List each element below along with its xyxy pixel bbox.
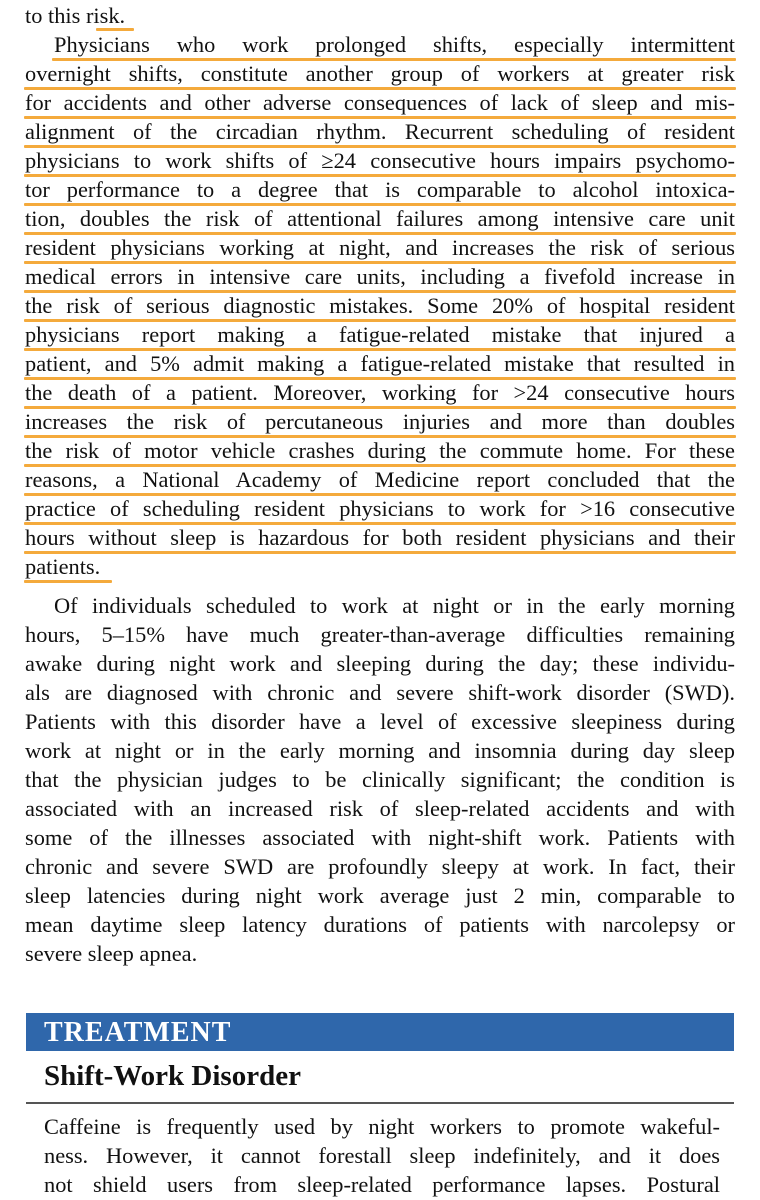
text-line: resident physicians working at night, and increases the risk of serious [25, 235, 735, 260]
text-line: the risk of serious diagnostic mistakes. Some 20% of hospital resident [25, 293, 735, 318]
text-line: some of the illnesses associated with night-shift work. Patients with [25, 825, 735, 850]
text-line: awake during night work and sleeping during the day; these individu- [25, 651, 735, 676]
text-line: reasons, a National Academy of Medicine report concluded that the [25, 467, 735, 492]
text-line: Physicians who work prolonged shifts, especially intermittent [54, 32, 735, 57]
highlight-underline [24, 551, 736, 554]
highlight-underline [24, 319, 736, 322]
highlight-underline [52, 58, 736, 61]
text-line: ness. However, it cannot forestall sleep indefinitely, and it does [44, 1143, 720, 1168]
text-line: tion, doubles the risk of attentional failures among intensive care unit [25, 206, 735, 231]
highlight-underline [24, 348, 736, 351]
text-line: mean daytime sleep latency durations of patients with narcolepsy or [25, 912, 735, 937]
text-line: Of individuals scheduled to work at night or in the early morning [54, 593, 735, 618]
text-line: medical errors in intensive care units, including a fivefold increase in [25, 264, 735, 289]
text-line: hours, 5–15% have much greater-than-average difficulties remaining [25, 622, 735, 647]
text-line: hours without sleep is hazardous for both resident physicians and their [25, 525, 735, 550]
text-line: overnight shifts, constitute another group of workers at greater risk [25, 61, 735, 86]
text-line: Patients with this disorder have a level of excessive sleepiness during [25, 709, 735, 734]
text-line: patients. [25, 554, 101, 579]
text-line: increases the risk of percutaneous injuries and more than doubles [25, 409, 735, 434]
highlight-underline [24, 232, 736, 235]
highlight-underline [24, 435, 736, 438]
text-line: sleep latencies during night work average just 2 min, comparable to [25, 883, 735, 908]
highlight-underline [24, 87, 736, 90]
text-line: not shield users from sleep-related performance lapses. Postural [44, 1172, 720, 1197]
highlight-underline [24, 406, 736, 409]
highlight-underline [24, 580, 112, 583]
divider [26, 1102, 734, 1104]
text-line: physicians to work shifts of ≥24 consecutive hours impairs psychomo- [25, 148, 735, 173]
text-line: Caffeine is frequently used by night workers to promote wakeful- [44, 1114, 720, 1139]
highlight-underline [24, 145, 736, 148]
highlight-underline [24, 493, 736, 496]
text-line: chronic and severe SWD are profoundly sleepy at work. In fact, their [25, 854, 735, 879]
highlight-underline [24, 290, 736, 293]
text-line: the risk of motor vehicle crashes during the commute home. For these [25, 438, 735, 463]
text-line: practice of scheduling resident physicians to work for >16 consecutive [25, 496, 735, 521]
text-line: physicians report making a fatigue-related mistake that injured a [25, 322, 735, 347]
text-line: the death of a patient. Moreover, working for >24 consecutive hours [25, 380, 735, 405]
text-line: alignment of the circadian rhythm. Recurrent scheduling of resident [25, 119, 735, 144]
text-line: patient, and 5% admit making a fatigue-related mistake that resulted in [25, 351, 735, 376]
text-line: associated with an increased risk of sleep-related accidents and with [25, 796, 735, 821]
highlight-underline [24, 522, 736, 525]
text-line: to this risk. [25, 3, 126, 28]
text-line: als are diagnosed with chronic and severe shift-work disorder (SWD). [25, 680, 735, 705]
treatment-label: TREATMENT [44, 1017, 232, 1048]
highlight-underline [24, 377, 736, 380]
text-line: for accidents and other adverse consequences of lack of sleep and mis- [25, 90, 735, 115]
highlight-underline [24, 174, 736, 177]
text-line: tor performance to a degree that is comparable to alcohol intoxica- [25, 177, 735, 202]
text-line: severe sleep apnea. [25, 941, 198, 966]
text-line: work at night or in the early morning and insomnia during day sleep [25, 738, 735, 763]
highlight-underline [24, 464, 736, 467]
text-line: that the physician judges to be clinically significant; the condition is [25, 767, 735, 792]
highlight-underline [24, 203, 736, 206]
treatment-title: Shift-Work Disorder [44, 1060, 301, 1092]
highlight-underline [24, 261, 736, 264]
highlight-underline [24, 116, 736, 119]
